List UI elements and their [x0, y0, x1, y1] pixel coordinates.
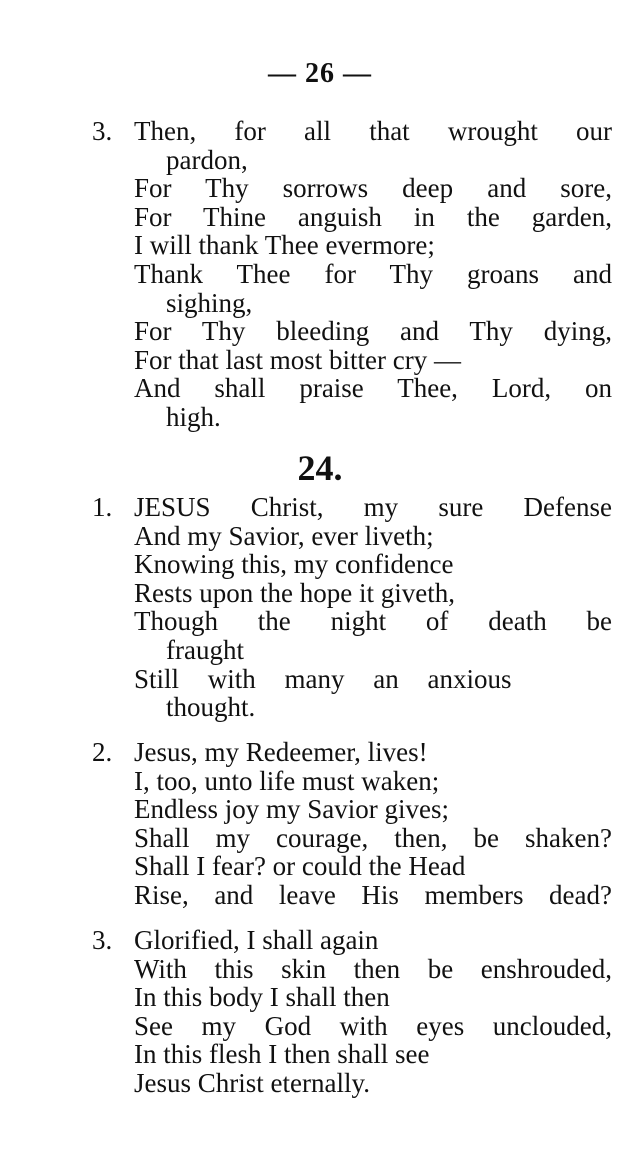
verse-line: For that last most bitter cry —	[134, 344, 461, 375]
verse-lines	[134, 493, 612, 722]
verse-line: For Thy bleeding and Thy dying,	[134, 316, 612, 347]
verse-line: Shall my courage, then, be shaken?	[134, 822, 612, 853]
verse-line: Glorified, I shall again	[134, 925, 379, 955]
verse-lines	[134, 117, 612, 432]
verse-line: Rests upon the hope it giveth,	[134, 577, 455, 608]
verse-line: Endless joy my Savior gives;	[134, 794, 449, 825]
verse-number: 2.	[92, 737, 113, 767]
verse-line: I will thank Thee evermore;	[134, 230, 435, 261]
hymn-number: 24.	[297, 448, 343, 488]
verse-line: high.	[166, 401, 221, 432]
verse-line: Then, for all that wrought our	[134, 116, 612, 146]
verse-line: Still with many an anxious	[134, 663, 512, 694]
verse-line: Though the night of death be	[134, 606, 612, 637]
hymn-verse-2	[92, 738, 612, 910]
verse-line: Knowing this, my confidence	[134, 549, 454, 580]
verse-number: 3.	[92, 116, 113, 146]
verse-line: I, too, unto life must waken;	[134, 765, 440, 796]
verse-lines	[134, 738, 612, 910]
verse-line: In this flesh I then shall see	[134, 1039, 430, 1070]
page-number: — 26 —	[268, 58, 372, 89]
verse-line: JESUS Christ, my sure Defense	[134, 492, 612, 522]
verse-line: Shall I fear? or could the Head	[134, 851, 466, 882]
previous-hymn-verse	[92, 117, 612, 432]
verse-line: Jesus Christ eternally.	[134, 1067, 370, 1098]
verse-number: 3.	[92, 925, 113, 955]
verse-line: And shall praise Thee, Lord, on	[134, 373, 612, 404]
verse-line: pardon,	[166, 144, 248, 175]
verse-line: For Thine anguish in the garden,	[134, 201, 612, 232]
verse-line: And my Savior, ever liveth;	[134, 520, 434, 551]
verse-line: Jesus, my Redeemer, lives!	[134, 737, 428, 767]
verse-line: With this skin then be enshrouded,	[134, 953, 612, 984]
verse-line: For Thy sorrows deep and sore,	[134, 173, 612, 204]
verse-line: sighing,	[166, 287, 253, 318]
verse-line: thought.	[166, 692, 256, 723]
verse-line: Rise, and leave His members dead?	[134, 879, 612, 910]
verse-line: In this body I shall then	[134, 982, 390, 1013]
verse-line: See my God with eyes unclouded,	[134, 1010, 612, 1041]
verse-line: fraught	[166, 634, 244, 665]
hymn-verse-3	[92, 926, 612, 1098]
hymn-verse-1	[92, 493, 612, 722]
verse-number: 1.	[92, 492, 113, 522]
verse-line: Thank Thee for Thy groans and	[134, 258, 612, 289]
verse-lines	[134, 926, 612, 1098]
